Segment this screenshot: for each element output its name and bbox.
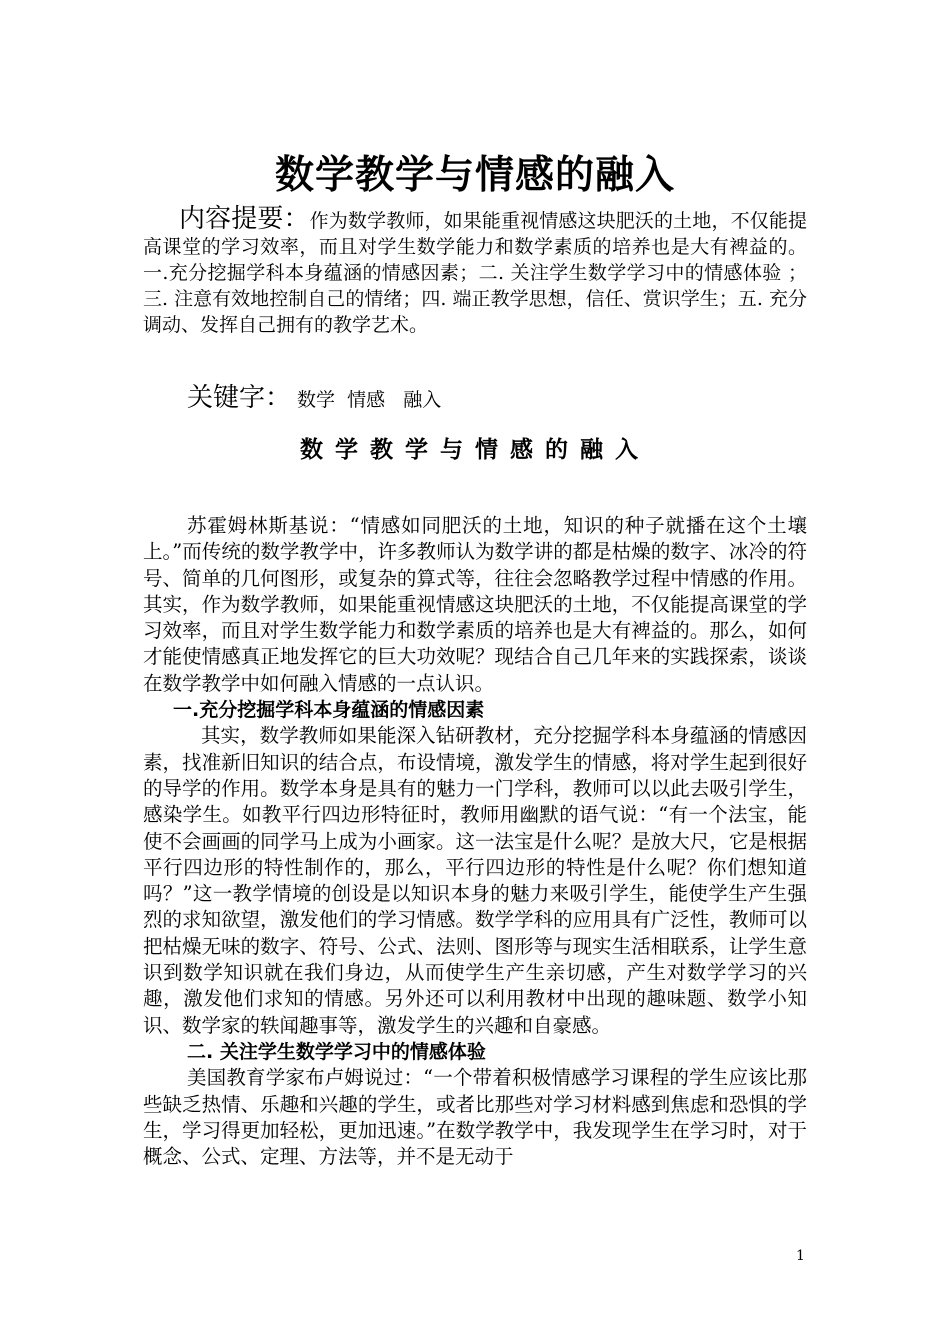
article-body bbox=[143, 513, 807, 1170]
section2-heading: 二. 关注学生数学学习中的情感体验 bbox=[187, 1040, 486, 1063]
page-number: 1 bbox=[796, 1248, 805, 1264]
abstract-label: 内容提要： bbox=[179, 204, 310, 234]
section2-paragraph: 美国教育学家布卢姆说过：“一个带着积极情感学习课程的学生应该比那些缺乏热情、乐趣和兴趣的学生，或者比那些对学习材料感到焦虑和恐惧的学生，学习得更加轻松，更加迅速。”在数学教学中，我发现学生在学习时，对于概念、公式、定理、方法等，并不是无动于 bbox=[143, 1066, 807, 1169]
keywords-label: 关键字： bbox=[187, 383, 292, 413]
abstract bbox=[143, 204, 807, 338]
abstract-text: 作为数学教师，如果能重视情感这块肥沃的土地，不仅能提高课堂的学习效率，而且对学生数学能力和数学素质的培养也是大有裨益的。一.充分挖掘学科本身蕴涵的情感因素；二. 关注学生数学学习中的情感体验 ； 三. 注意有效地控制自己的情绪；四. 端正教学思想，信任、赏识学生；五. 充分调动、发挥自己拥有的教学艺术。 bbox=[143, 210, 807, 336]
document-title: 数学教学与情感的融入 bbox=[274, 153, 675, 198]
article-subtitle: 数学教学与情感的融入 bbox=[300, 437, 650, 463]
keywords-text: 数学 情感 融入 bbox=[297, 389, 442, 411]
keywords bbox=[143, 380, 807, 418]
intro-paragraph: 苏霍姆林斯基说：“情感如同肥沃的土地，知识的种子就播在这个土壤上。”而传统的数学教学中，许多教师认为数学讲的都是枯燥的数字、冰冷的符号、简单的几何图形，或复杂的算式等，往往会忽略教学过程中情感的作用。其实，作为数学教师，如果能重视情感这块肥沃的土地，不仅能提高课堂的学习效率，而且对学生数学能力和数学素质的培养也是大有裨益的。那么，如何才能使情感真正地发挥它的巨大功效呢？现结合自己几年来的实践探索，谈谈在数学教学中如何融入情感的一点认识。 bbox=[143, 514, 807, 695]
section1-paragraph: 其实，数学教师如果能深入钻研教材，充分挖掘学科本身蕴涵的情感因素，找准新旧知识的结合点，布设情境，激发学生的情感，将对学生起到很好的导学的作用。数学本身是具有的魅力一门学科，教师可以以此去吸引学生，感染学生。如教平行四边形特征时，教师用幽默的语气说：“有一个法宝，能使不会画画的同学马上成为小画家。这一法宝是什么呢？是放大尺，它是根据平行四边形的特性制作的，那么，平行四边形的特性是什么呢？你们想知道吗？”这一教学情境的创设是以知识本身的魅力来吸引学生，能使学生产生强烈的求知欲望，激发他们的学习情感。数学学科的应用具有广泛性，教师可以把枯燥无味的数字、符号、公式、法则、图形等与现实生活相联系，让学生意识到数学知识就在我们身边，从而使学生产生亲切感，产生对数学学习的兴趣，激发他们求知的情感。另外还可以利用教材中出现的趣味题、数学小知识、数学家的轶闻趣事等，激发学生的兴趣和自豪感。 bbox=[143, 724, 807, 1037]
section1-heading: 一.充分挖掘学科本身蕴涵的情感因素 bbox=[173, 699, 485, 722]
